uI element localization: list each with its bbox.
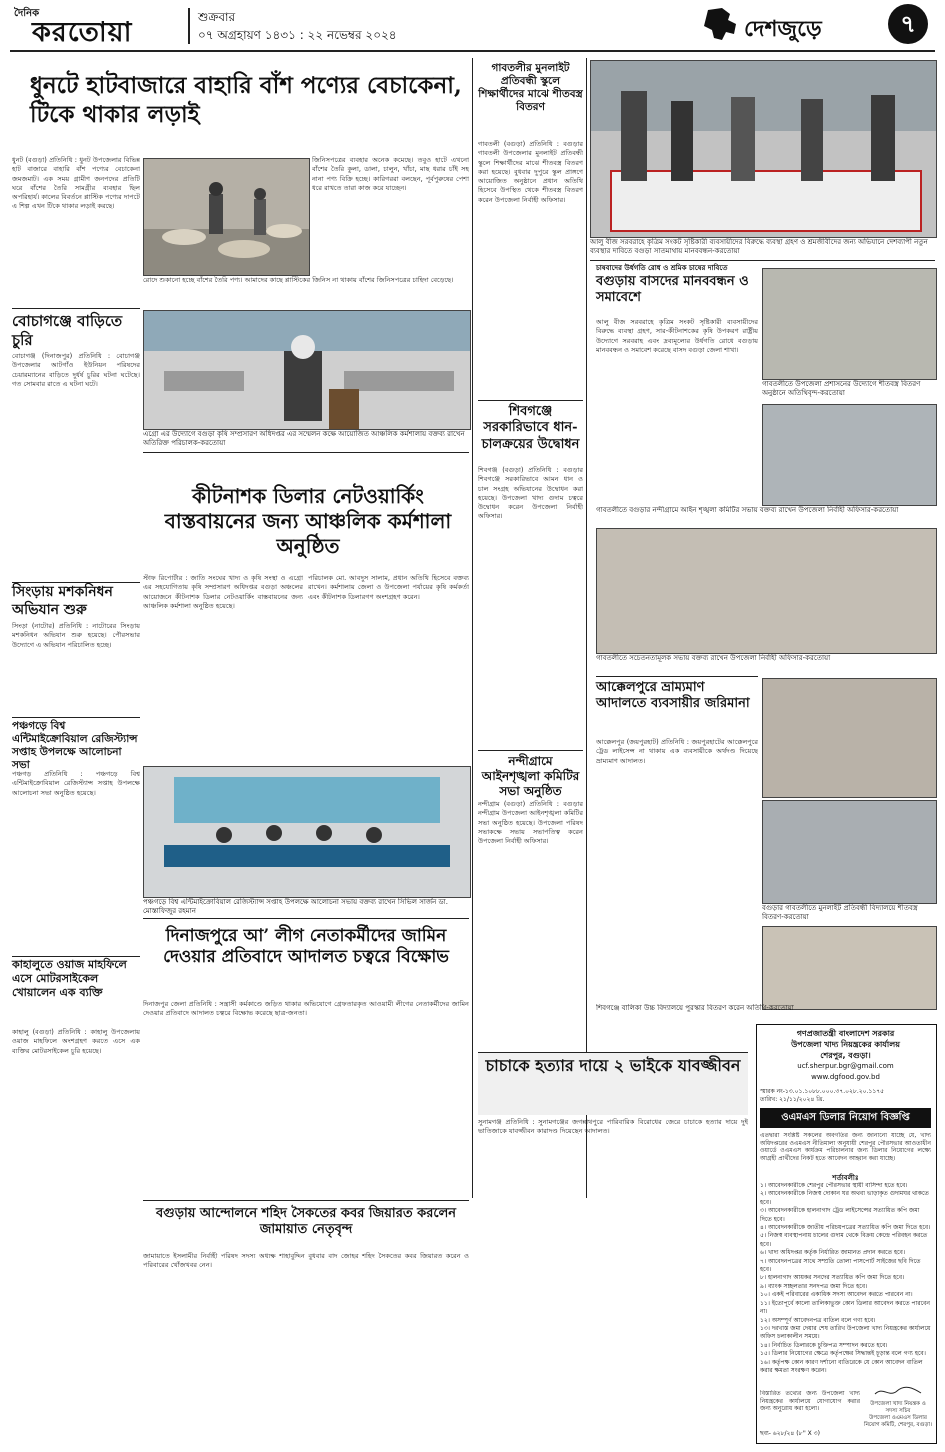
column-divider (586, 58, 587, 1198)
meeting-photo-caption: পঞ্চগড়ে বিশ্ব এন্টিমাইক্রোবিয়াল রেজিস্ট্যান্স সপ্তাহ উপলক্ষে আলোচনা সভায় বক্তব্য রাখেন সিভিল সার্জন ডা. মোস্তাফিজুর রহমান (143, 898, 448, 915)
notice-header (760, 1028, 931, 1083)
notice-item: ৪। আবেদনকারীকে জাতীয় পরিচয়পত্রের সত্যায়িত কপি জমা দিতে হবে। (760, 1224, 931, 1232)
story-divider (12, 308, 140, 309)
story9-text: নন্দীগ্রাম (বগুড়া) প্রতিনিধি : বগুড়ার নন্দীগ্রাম উপজেলা আইনশৃঙ্খলা কমিটির সভা অনুষ্ঠিত হয়েছে। উপজেলা পরিষদ সভাকক্ষে সভায় সভাপতিত্ব করেন উপজেলা নির্বাহী অফিসার। (478, 800, 583, 846)
story1-headline: ধুনটে হাটবাজারে বাহারি বাঁশ পণ্যের বেচাকেনা, টিকে থাকার লড়াই (30, 72, 462, 128)
workshop-photo (143, 310, 471, 430)
story1-col2: জিনিসপত্রের ব্যবহার অনেক কমেছে। তবুও হাটে এখনো বাঁশের তৈরি কুলা, ডালা, চালুন, খাঁচা, মাছ ধরার চাঁই সহ নানা পণ্য বিক্রি হচ্ছে। কারিগররা বলছেন, পূর্বপুরুষের পেশা ধরে রাখতে তারা কাজ করে যাচ্ছেন। (312, 156, 469, 192)
notice-item: ১৪। নির্বাচিত ডিলারকে চুক্তিপত্র সম্পাদন করতে হবে। (760, 1341, 888, 1349)
meeting-image (144, 767, 470, 897)
story10-headline: দিনাজপুরে আ’ লীগ নেতাকর্মীদের জামিন দেওয়ার প্রতিবাদে আদালত চত্বরে বিক্ষোভ (163, 926, 449, 968)
right-photo-2 (762, 404, 937, 506)
story-divider (596, 676, 758, 677)
story-divider (143, 1200, 469, 1201)
right-photo-1 (762, 268, 937, 380)
notice-item: ১১। ইতোপূর্বে কালো তালিকাভুক্ত কোন ডিলার আবেদন করতে পারবেন না। (760, 1299, 930, 1316)
page-number: ৭ (888, 4, 928, 44)
section-name: দেশজুড়ে (744, 16, 822, 42)
story11-headline: কাহালুতে ওয়াজ মাহফিলে এসে মোটরসাইকেল খোয়ালেন এক ব্যক্তি (12, 958, 127, 999)
notice-date: তারিখ: ২১/১১/২০২৪ খ্রি. (760, 1096, 825, 1103)
notice-item: ২। আবেদনকারীকে নিজস্ব দোকান ঘর অথবা ভাড়াকৃত গুদামঘর থাকতে হবে। (760, 1190, 929, 1206)
notice-gov: গণপ্রজাতন্ত্রী বাংলাদেশ সরকার (796, 1029, 895, 1038)
story2-text: গাবতলী (বগুড়া) প্রতিনিধি : বগুড়ার গাবতলী উপজেলার মুনলাইট প্রতিবন্ধী স্কুলে শিক্ষার্থীদের মাঝে শীতবস্ত্র বিতরণ করা হয়েছে। বুধবার দুপুরে স্কুল প্রাঙ্গণে আয়োজিত অনুষ্ঠানে প্রধান অতিথি হিসেবে উপস্থিত থেকে শীতবস্ত্র বিতরণ করেন উপজেলা নির্বাহী অফিসার। (478, 140, 583, 204)
protest-photo (590, 60, 937, 238)
story13-text: সুনামগঞ্জ প্রতিনিধি : সুনামগঞ্জের জগন্নাথপুরে পারিবারিক বিরোধের জেরে চাচাকে হত্যার দায়ে দুই ভাতিজাকে যাবজ্জীবন কারাদণ্ড দিয়েছেন আদালত। (478, 1118, 748, 1136)
story-divider (478, 400, 583, 401)
story3-kicker: চাষবাদের উর্ধগতি রোধ ও শ্রমিক চাষের দাবিতে (596, 264, 728, 272)
story12-headline: বগুড়ায় আন্দোলনে শহিদ সৈকতের কবর জিয়ারত করলেন জামায়াত নেতৃবৃন্দ (155, 1206, 457, 1238)
story-divider (12, 717, 140, 718)
column-divider (472, 58, 473, 1198)
story13-headline: চাচাকে হত্যার দায়ে ২ ভাইকে যাবজ্জীবন (485, 1056, 741, 1075)
notice-signer-office: উপজেলা ওএমএস ডিলার নিয়োগ কমিটি, শেরপুর, বগুড়া। (864, 1415, 932, 1428)
notice-items (760, 1182, 931, 1388)
story-divider (12, 956, 140, 957)
right-caption-3: গাবতলীতে সচেতনতামূলক সভায় বক্তব্য রাখেন উপজেলা নির্বাহী অফিসার-করতোয়া (596, 654, 831, 662)
story7-headline: শিবগঞ্জে সরকারিভাবে ধান-চালক্রয়ের উদ্বোধন (481, 404, 580, 452)
story12-text: জামায়াতে ইসলামীর নির্বাহী পরিষদ সদস্য অধ্যক্ষ শাহাবুদ্দিন বুধবার বাদ জোহর শহিদ সৈকতের কবর জিয়ারত করেন ও পরিবারের খোঁজখবর নেন। (143, 1252, 469, 1270)
notice-item: ৯। ব্যাংক সচ্ছলতার সনদপত্র জমা দিতে হবে। (760, 1282, 868, 1290)
right-caption-4: বগুড়ার গাবতলীতে মুনলাইট প্রতিবন্ধী বিদ্যালয়ে শীতবস্ত্র বিতরণ-করতোয়া (762, 904, 918, 921)
notice-item: ১২। অসম্পূর্ণ আবেদনপত্র বাতিল বলে গণ্য হবে। (760, 1316, 876, 1324)
notice-signer-title: উপজেলা খাদ্য নিয়ন্ত্রক ও সদস্য সচিব (870, 1401, 926, 1414)
notice-intro: এতদ্বারা সংশ্লিষ্ট সকলের অবগতির জন্য জানানো যাচ্ছে যে, খাদ্য অধিদপ্তরের ওএমএস নীতিমালা অনুযায়ী শেরপুর পৌরসভার আওতাধীন ওয়ার্ডে ওএমএস কার্যক্রম পরিচালনার জন্য ডিলার নিয়োগের লক্ষ্যে আগ্রহী প্রার্থীদের নিকট হতে আবেদন আহ্বান করা যাচ্ছে। (760, 1132, 931, 1162)
story4-text: বোচাগঞ্জ (দিনাজপুর) প্রতিনিধি : বোচাগঞ্জ উপজেলার আটগাঁও ইউনিয়ন পরিষদের চেয়ারম্যানের বাড়িতে দুর্ধর্ষ চুরির ঘটনা ঘটেছে। গত সোমবার রাতে এ ঘটনা ঘটে। (12, 352, 140, 388)
notice-office: উপজেলা খাদ্য নিয়ন্ত্রকের কার্যালয় (791, 1040, 900, 1049)
notice-item: ৮। হালনাগাদ আয়কর সনদের সত্যায়িত কপি জমা দিতে হবে। (760, 1274, 905, 1282)
notice-item: ১। আবেদনকারীকে শেরপুর পৌরসভার স্থায়ী বাসিন্দা হতে হবে। (760, 1182, 908, 1189)
story14-headline: আক্কেলপুরে ভ্রাম্যমাণ আদালতে ব্যবসায়ীর জরিমানা (596, 680, 750, 712)
story-divider (590, 260, 935, 261)
story10-text: দিনাজপুর জেলা প্রতিনিধি : সন্ত্রাসী কর্মকাণ্ডে জড়িত থাকার অভিযোগে গ্রেফতারকৃত আওয়ামী লীগের নেতাকর্মীদের জামিন দেওয়ার প্রতিবাদে আদালত চত্বরে বিক্ষোভ করেছে ছাত্র-জনতা। (143, 1000, 469, 1018)
story1-lead: ধুনট (বগুড়া) প্রতিনিধি : ধুনট উপজেলার বিভিন্ন হাট বাজারে বাহারি বাঁশ পণ্যের বেচাকেনা জমজমাট। এক সময় গ্রামীণ জনপদের প্রতিটি ঘরে বাঁশের তৈরি সামগ্রীর ব্যবহার ছিল অপরিহার্য। কালের বিবর্তনে প্লাস্টিক পণ্যের দাপটে এ শিল্প এখন টিকে থাকার লড়াই করছে। (12, 156, 140, 211)
story4-headline: বোচাগঞ্জে বাড়িতে চুরি (12, 312, 123, 349)
logo-small-label: দৈনিক (14, 8, 40, 19)
story1-photo (143, 158, 310, 276)
story8-text: পঞ্চগড় প্রতিনিধি : পঞ্চগড়ে বিশ্ব এন্টিমাইক্রোবিয়াল রেজিস্ট্যান্স সপ্তাহ উপলক্ষে আলোচনা সভা অনুষ্ঠিত হয়েছে। (12, 770, 140, 797)
story3-headline: বগুড়ায় বাসদের মানববন্ধন ও সমাবেশে (596, 274, 749, 306)
story-divider (12, 582, 140, 583)
notice-conditions-title: শর্তাবলীঃ (832, 1174, 859, 1182)
notice-item: ১০। একই পরিবারের একাধিক সদস্য আবেদন করতে পারবেন না। (760, 1291, 913, 1299)
workshop-image (144, 311, 470, 429)
workshop-photo-caption: এগ্রো এর উদ্যোগে বগুড়া কৃষি সম্প্রসারণ অধিদপ্তর এর সম্মেলন কক্ষে আয়োজিত আঞ্চলিক কর্মশালায় বক্তব্য রাখেন অতিরিক্ত পরিচালক-করতোয়া (143, 430, 465, 447)
right-photo-6 (762, 926, 937, 1010)
notice-title: ওএমএস ডিলার নিয়োগ বিজ্ঞপ্তি (760, 1108, 931, 1128)
story6-headline: কীটনাশক ডিলার নেটওয়ার্কিং বাস্তবায়নের জন্য আঞ্চলিক কর্মশালা অনুষ্ঠিত (164, 484, 452, 558)
story14-text: আক্কেলপুর (জয়পুরহাট) প্রতিনিধি : জয়পুরহাটের আক্কেলপুরে ট্রেড লাইসেন্স না থাকায় এক ব্যবসায়ীকে অর্থদণ্ড দিয়েছে ভ্রাম্যমাণ আদালত। (596, 738, 758, 765)
bangladesh-map-icon (700, 8, 740, 42)
notice-ad-number: ছব্য- ৬২৮/২৪ (৮'' X ৩) (760, 1430, 820, 1437)
notice-item: ৩। আবেদনকারীকে হালনাগাদ ট্রেড লাইসেন্সের সত্যায়িত কপি জমা দিতে হবে। (760, 1207, 920, 1223)
story7-text: শিবগঞ্জ (বগুড়া) প্রতিনিধি : বগুড়ার শিবগঞ্জে সরকারিভাবে আমন ধান ও চাল সংগ্রহ অভিযানের উদ্বোধন করা হয়েছে। উপজেলা খাদ্য গুদাম চত্বরে উদ্বোধন করেন উপজেলা নির্বাহী অফিসার। (478, 466, 583, 521)
notice-item: ৬। খাদ্য অধিদপ্তর কর্তৃক নির্ধারিত জামানত প্রদান করতে হবে। (760, 1249, 906, 1257)
notice-item: ১৩। দরখাস্ত জমা দেয়ার শেষ তারিখ উপজেলা খাদ্য নিয়ন্ত্রকের কার্যালয়ে অফিস চলাকালীন সময়ে। (760, 1324, 931, 1341)
notice-footer: বিস্তারিত তথ্যের জন্য উপজেলা খাদ্য নিয়ন্ত্রকের কার্যালয়ে যোগাযোগ করার জন্য অনুরোধ করা হলো। (760, 1390, 860, 1413)
story-divider (143, 452, 469, 453)
protest-photo-caption: আলু বীজ সরবরাহে কৃত্রিম সংকট সৃষ্টিকারী ব্যবসায়ীদের বিরুদ্ধে ব্যবস্থা গ্রহণ ও শ্রমজীবীদের জন্য অভিযানে দেশব্যাপী নতুন ব্যবস্থার দাবিতে বগুড়া সাতমাথায় মানববন্ধন-করতোয়া (590, 238, 928, 255)
masthead-full-date: ০৭ অগ্রহায়ণ ১৪৩১ : ২২ নভেম্বর ২০২৪ (198, 28, 397, 42)
notice-web: www.dgfood.gov.bd (811, 1073, 880, 1081)
notice-item: ১৬। কর্তৃপক্ষ কোন কারণ দর্শানো ব্যতিরেকে যে কোন আবেদন বাতিল করার ক্ষমতা সংরক্ষণ করেন। (760, 1358, 923, 1374)
right-photo-4 (762, 678, 937, 798)
story2-headline: গাবতলীর মুনলাইট প্রতিবন্ধী স্কুলে শিক্ষার্থীদের মাঝে শীতবস্ত্র বিতরণ (478, 62, 583, 114)
section-brand (700, 4, 930, 44)
story-divider (478, 750, 583, 751)
masthead-day: শুক্রবার (198, 10, 236, 24)
right-caption-5: শিবগঞ্জে বালিকা উচ্চ বিদ্যালয়ে পুরস্কার বিতরণ করেন অতিথি-করতোয়া (596, 1004, 794, 1012)
notice-item: ১৫। ডিলার নিয়োগের ক্ষেত্রে কর্তৃপক্ষের সিদ্ধান্তই চূড়ান্ত বলে গণ্য হবে। (760, 1350, 926, 1358)
signature-image (873, 1386, 923, 1398)
story5-text: সিংড়া (নাটোর) প্রতিনিধি : নাটোরের সিংড়ায় মশকনিধন অভিযান শুরু হয়েছে। পৌরসভার উদ্যোগে এ অভিযান পরিচালিত হচ্ছে। (12, 622, 140, 649)
protest-image (591, 61, 936, 237)
masthead-logo (14, 6, 184, 48)
bamboo-market-image (144, 159, 309, 275)
masthead-date (198, 8, 397, 44)
right-caption-2: গাবতলীতে বগুড়ার নন্দীগ্রামে আইন শৃঙ্খলা কমিটির সভায় বক্তব্য রাখেন উপজেলা নির্বাহী অফিসার-করতোয়া (596, 506, 899, 514)
story9-headline: নন্দীগ্রামে আইনশৃঙ্খলা কমিটির সভা অনুষ্ঠিত (481, 754, 580, 798)
notice-email: ucf.sherpur.bgr@gmail.com (797, 1062, 894, 1070)
story3-text: আলু বীজ সরবরাহে কৃত্রিম সংকট সৃষ্টিকারী ব্যবসায়ীদের বিরুদ্ধে ব্যবস্থা গ্রহণ, সার-কীটনাশকের কৃষি উপকরণ রাষ্ট্রীয় উদ্যোগে সরবরাহ এবং দ্রব্যমূল্যের উর্ধগতি রোধে বগুড়ায় মানববন্ধন ও সমাবেশ করেছে বাসদ বগুড়া জেলা শাখা। (596, 318, 758, 354)
meeting-photo (143, 766, 471, 898)
right-caption-1: গাবতলীতে উপজেলা প্রশাসনের উদ্যোগে শীতবস্ত্র বিতরণ অনুষ্ঠানে অতিথিবৃন্দ-করতোয়া (762, 380, 921, 397)
story6-text: স্টাফ রিপোর্টার : জাতি সংঘের খাদ্য ও কৃষি সংস্থা ও এগ্রো এর সহযোগিতায় কৃষি সম্প্রসারণ অধিদপ্তর বগুড়া অঞ্চলের আয়োজনে কীটনাশক ডিলার নেটওয়ার্কিং বাস্তবায়নের জন্য আঞ্চলিক কর্মশালা অনুষ্ঠিত হয়েছে। (143, 574, 303, 610)
notice-item: ৭। আবেদনপত্রের সাথে সম্প্রতি তোলা পাসপোর্ট সাইজের ছবি দিতে হবে। (760, 1257, 921, 1274)
right-photo-5 (762, 800, 937, 904)
notice-item: ৫। নিজস্ব ব্যবস্থাপনায় চালের গুদাম থেকে বিক্রয় কেন্দ্রে পরিবহন করতে হবে। (760, 1232, 928, 1248)
story11-text: কাহালু (বগুড়া) প্রতিনিধি : কাহালু উপজেলায় ওয়াজ মাহফিলে অংশগ্রহণ করতে এসে এক ব্যক্তির মোটরসাইকেল চুরি হয়েছে। (12, 1028, 140, 1055)
story1-photo-caption: রোদে শুকানো হচ্ছে বাঁশের তৈরি পণ্য। আমাদের কাছে প্লাস্টিকের জিনিস না থাকায় বাঁশের জিনিসপত্রের চাহিদা বেড়েছে। (143, 276, 454, 284)
masthead-divider (188, 8, 190, 44)
story5-headline: সিংড়ায় মশকনিধন অভিযান শুরু (12, 584, 113, 618)
notice-signature-block (864, 1386, 932, 1429)
story6-col2: পরিচালক মো. আবদুস সালাম, প্রধান অতিথি হিসেবে বক্তব্য রাখেন। কর্মশালায় জেলা ও উপজেলা পর্যায়ের কৃষি কর্মকর্তা এবং কীটনাশক ডিলারগণ অংশগ্রহণ করেন। (308, 574, 469, 601)
story8-headline: পঞ্চগড়ে বিশ্ব এন্টিমাইক্রোবিয়াল রেজিস্ট্যান্স সপ্তাহ উপলক্ষে আলোচনা সভা (12, 720, 138, 772)
notice-ref-row (760, 1088, 931, 1104)
right-photo-3 (596, 528, 937, 654)
story-divider (143, 918, 469, 919)
notice-place: শেরপুর, বগুড়া। (820, 1051, 871, 1060)
notice-ref: স্মারক নং-১৩.০১.১০৮৮.০০০.৩৭.০২৮.২০.১১৭৫ (760, 1088, 885, 1095)
masthead-rule (10, 50, 935, 52)
paper-name: করতোয়া (32, 17, 133, 48)
